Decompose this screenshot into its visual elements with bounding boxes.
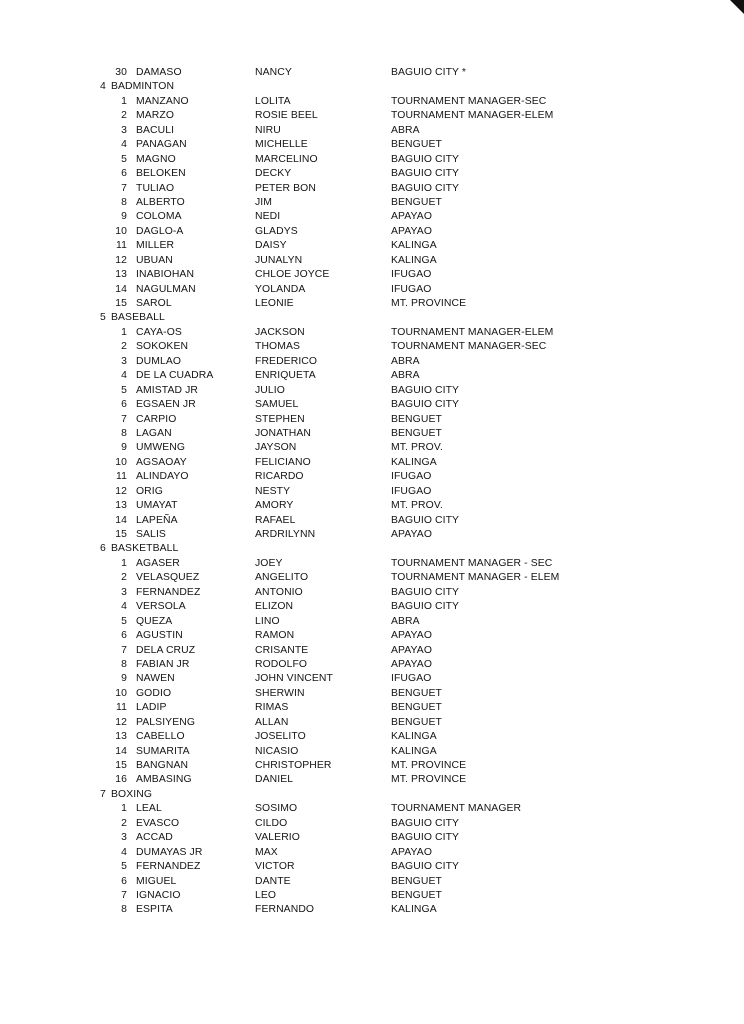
last-name: DUMLAO <box>136 355 182 367</box>
last-name: VELASQUEZ <box>136 572 200 584</box>
last-name: BELOKEN <box>136 168 186 180</box>
first-name: SOSIMO <box>255 803 298 815</box>
last-name: NAWEN <box>136 673 175 685</box>
assignment: KALINGA <box>391 456 437 468</box>
roster-row <box>100 687 620 701</box>
first-name: AMORY <box>255 500 294 512</box>
last-name: SOKOKEN <box>136 341 189 353</box>
last-name: PANAGAN <box>136 139 187 151</box>
row-number: 15 <box>115 298 127 309</box>
assignment: BENGUET <box>391 875 442 887</box>
row-number: 15 <box>115 529 127 540</box>
assignment: KALINGA <box>391 731 437 743</box>
last-name: ESPITA <box>136 904 173 916</box>
roster-row <box>100 196 620 210</box>
row-number: 13 <box>115 500 127 512</box>
section-header <box>100 311 620 325</box>
first-name: JUNALYN <box>255 254 303 266</box>
assignment: APAYAO <box>391 846 433 858</box>
first-name: JIM <box>255 196 273 208</box>
roster-row <box>100 745 620 759</box>
roster-row <box>100 254 620 268</box>
last-name: DE LA CUADRA <box>136 370 214 382</box>
first-name: RODOLFO <box>255 658 308 670</box>
first-name: RIMAS <box>255 702 289 714</box>
first-name: CHLOE JOYCE <box>255 269 330 281</box>
last-name: NAGULMAN <box>136 283 196 295</box>
assignment: IFUGAO <box>391 485 432 497</box>
assignment: IFUGAO <box>391 283 432 295</box>
roster-row <box>100 571 620 585</box>
last-name: SALIS <box>136 529 166 540</box>
row-number: 16 <box>115 774 127 786</box>
row-number: 8 <box>121 196 127 208</box>
assignment: MT. PROVINCE <box>391 298 467 309</box>
first-name: STEPHEN <box>255 413 305 425</box>
first-name: CRISANTE <box>255 644 309 656</box>
last-name: UMWENG <box>136 442 186 454</box>
roster-row <box>100 672 620 686</box>
assignment: KALINGA <box>391 240 437 252</box>
row-number: 1 <box>121 557 127 569</box>
first-name: JOEY <box>255 557 283 569</box>
assignment: ABRA <box>391 124 420 136</box>
last-name: ALINDAYO <box>136 471 189 483</box>
row-number: 8 <box>121 658 127 670</box>
roster-row <box>100 441 620 455</box>
assignment: APAYAO <box>391 529 433 540</box>
roster-row <box>100 586 620 600</box>
last-name: AMISTAD JR <box>136 384 198 396</box>
assignment: BAGUIO CITY <box>391 586 460 598</box>
row-number: 30 <box>115 67 127 78</box>
roster-row <box>100 153 620 167</box>
first-name: YOLANDA <box>255 283 306 295</box>
first-name: JULIO <box>255 384 285 396</box>
first-name: CILDO <box>255 817 288 829</box>
assignment: TOURNAMENT MANAGER <box>391 803 522 815</box>
row-number: 15 <box>115 760 127 771</box>
roster-row <box>100 875 620 889</box>
section-number: 5 <box>100 312 106 324</box>
last-name: BACULI <box>136 124 175 136</box>
assignment: APAYAO <box>391 211 433 223</box>
roster-row <box>100 730 620 744</box>
row-number: 7 <box>121 889 127 901</box>
last-name: SAROL <box>136 298 172 309</box>
roster-row <box>100 831 620 845</box>
last-name: MIGUEL <box>136 875 177 887</box>
assignment: KALINGA <box>391 904 437 916</box>
roster-row <box>100 470 620 484</box>
roster-row-carryover <box>100 66 620 80</box>
last-name: EGSAEN JR <box>136 399 196 411</box>
roster-row <box>100 384 620 398</box>
row-number: 7 <box>121 413 127 425</box>
roster-row <box>100 340 620 354</box>
roster-row <box>100 759 620 773</box>
first-name: DAISY <box>255 240 287 252</box>
assignment: MT. PROV. <box>391 500 443 512</box>
roster-row <box>100 846 620 860</box>
row-number: 3 <box>121 355 127 367</box>
row-number: 13 <box>115 269 127 281</box>
section-title: BOXING <box>111 788 153 800</box>
last-name: CAYA-OS <box>136 326 182 338</box>
assignment: BAGUIO CITY <box>391 153 460 165</box>
assignment: BENGUET <box>391 413 442 425</box>
roster-row <box>100 167 620 181</box>
assignment: TOURNAMENT MANAGER - SEC <box>391 557 553 569</box>
assignment: TOURNAMENT MANAGER-ELEM <box>391 326 554 338</box>
last-name: SUMARITA <box>136 745 190 757</box>
roster-row <box>100 485 620 499</box>
assignment: MT. PROV. <box>391 442 443 454</box>
assignment: IFUGAO <box>391 673 432 685</box>
roster-row <box>100 615 620 629</box>
section-number: 6 <box>100 543 106 555</box>
assignment: APAYAO <box>391 630 433 642</box>
assignment: BAGUIO CITY <box>391 601 460 613</box>
assignment: BENGUET <box>391 702 442 714</box>
section-number: 4 <box>100 81 106 93</box>
roster-row <box>100 701 620 715</box>
roster-row <box>100 903 620 917</box>
first-name: DECKY <box>255 168 292 180</box>
section-number: 7 <box>100 788 106 800</box>
row-number: 12 <box>115 716 127 728</box>
row-number: 14 <box>115 283 127 295</box>
roster-row <box>100 889 620 903</box>
last-name: AMBASING <box>136 774 192 786</box>
first-name: RAMON <box>255 630 295 642</box>
roster-row <box>100 658 620 672</box>
assignment: KALINGA <box>391 254 437 266</box>
assignment: BAGUIO CITY <box>391 399 460 411</box>
first-name: VICTOR <box>255 861 295 873</box>
section-header <box>100 80 620 94</box>
row-number: 11 <box>116 471 127 483</box>
first-name: DANIEL <box>255 774 294 786</box>
assignment: ABRA <box>391 370 420 382</box>
roster-row <box>100 427 620 441</box>
roster-row <box>100 817 620 831</box>
row-number: 4 <box>121 601 127 613</box>
last-name: GODIO <box>136 687 172 699</box>
first-name: DANTE <box>255 875 291 887</box>
last-name: DELA CRUZ <box>136 644 196 656</box>
assignment: ABRA <box>391 355 420 367</box>
row-number: 1 <box>121 95 127 107</box>
first-name: VALERIO <box>255 832 300 844</box>
roster-row <box>100 283 620 297</box>
roster-row <box>100 369 620 383</box>
assignment: TOURNAMENT MANAGER-SEC <box>391 95 547 107</box>
last-name: MAGNO <box>136 153 176 165</box>
last-name: ACCAD <box>136 832 173 844</box>
row-number: 10 <box>115 225 127 237</box>
first-name: NESTY <box>255 485 291 497</box>
roster-row <box>100 557 620 571</box>
first-name: ANTONIO <box>255 586 303 598</box>
last-name: IGNACIO <box>136 889 181 901</box>
last-name: VERSOLA <box>136 601 186 613</box>
last-name: MILLER <box>136 240 175 252</box>
row-number: 9 <box>121 211 127 223</box>
assignment: BAGUIO CITY <box>391 168 460 180</box>
first-name: RICARDO <box>255 471 304 483</box>
last-name: DAMASO <box>136 67 182 78</box>
section-header <box>100 542 620 556</box>
row-number: 7 <box>121 644 127 656</box>
first-name: ANGELITO <box>255 572 309 584</box>
last-name: LAGAN <box>136 427 172 439</box>
row-number: 1 <box>121 326 127 338</box>
assignment: IFUGAO <box>391 269 432 281</box>
scan-corner-mark <box>730 0 744 14</box>
row-number: 5 <box>121 384 127 396</box>
row-number: 4 <box>121 846 127 858</box>
first-name: NICASIO <box>255 745 299 757</box>
roster-row <box>100 268 620 282</box>
last-name: ORIG <box>136 485 163 497</box>
row-number: 3 <box>121 586 127 598</box>
last-name: ALBERTO <box>136 196 185 208</box>
first-name: RAFAEL <box>255 514 296 526</box>
row-number: 11 <box>116 240 127 252</box>
first-name: MAX <box>255 846 278 858</box>
row-number: 4 <box>121 139 127 151</box>
row-number: 6 <box>121 875 127 887</box>
last-name: AGSAOAY <box>136 456 187 468</box>
section-title: BASKETBALL <box>111 543 179 555</box>
assignment: BAGUIO CITY <box>391 817 460 829</box>
roster-row <box>100 514 620 528</box>
roster-row <box>100 225 620 239</box>
first-name: JACKSON <box>255 326 305 338</box>
first-name: FELICIANO <box>255 456 311 468</box>
assignment: BENGUET <box>391 687 442 699</box>
last-name: LEAL <box>136 803 162 815</box>
roster-row <box>100 124 620 138</box>
last-name: COLOMA <box>136 211 182 223</box>
roster-row <box>100 528 620 542</box>
assignment: BENGUET <box>391 196 442 208</box>
first-name: LOLITA <box>255 95 291 107</box>
assignment: BAGUIO CITY <box>391 384 460 396</box>
roster-row <box>100 773 620 787</box>
roster-row <box>100 499 620 513</box>
row-number: 2 <box>121 572 127 584</box>
first-name: JOHN VINCENT <box>255 673 333 685</box>
assignment: BAGUIO CITY <box>391 514 460 526</box>
row-number: 11 <box>116 702 127 714</box>
last-name: INABIOHAN <box>136 269 195 281</box>
first-name: CHRISTOPHER <box>255 760 332 771</box>
first-name: LEO <box>255 889 277 901</box>
row-number: 5 <box>121 861 127 873</box>
last-name: MANZANO <box>136 95 189 107</box>
assignment: APAYAO <box>391 644 433 656</box>
last-name: FERNANDEZ <box>136 861 201 873</box>
assignment: BAGUIO CITY <box>391 861 460 873</box>
last-name: AGASER <box>136 557 180 569</box>
last-name: EVASCO <box>136 817 180 829</box>
roster-row <box>100 297 620 311</box>
row-number: 4 <box>121 370 127 382</box>
first-name: GLADYS <box>255 225 298 237</box>
row-number: 10 <box>115 687 127 699</box>
roster-row <box>100 629 620 643</box>
last-name: CABELLO <box>136 731 185 743</box>
last-name: BANGNAN <box>136 760 189 771</box>
assignment: APAYAO <box>391 225 433 237</box>
roster-row <box>100 413 620 427</box>
first-name: ELIZON <box>255 601 294 613</box>
last-name: TULIAO <box>136 182 175 194</box>
last-name: FERNANDEZ <box>136 586 201 598</box>
row-number: 7 <box>121 182 127 194</box>
last-name: CARPIO <box>136 413 177 425</box>
row-number: 13 <box>115 731 127 743</box>
row-number: 12 <box>115 485 127 497</box>
first-name: THOMAS <box>255 341 301 353</box>
row-number: 2 <box>121 110 127 122</box>
first-name: NEDI <box>255 211 281 223</box>
roster-row <box>100 860 620 874</box>
last-name: QUEZA <box>136 615 173 627</box>
section-header <box>100 788 620 802</box>
first-name: SAMUEL <box>255 399 299 411</box>
row-number: 12 <box>115 254 127 266</box>
row-number: 3 <box>121 832 127 844</box>
section-title: BADMINTON <box>111 81 175 93</box>
assignment: BAGUIO CITY <box>391 832 460 844</box>
last-name: LADIP <box>136 702 167 714</box>
first-name: ENRIQUETA <box>255 370 316 382</box>
roster-row <box>100 355 620 369</box>
first-name: NANCY <box>255 67 292 78</box>
row-number: 14 <box>115 514 127 526</box>
roster-row <box>100 210 620 224</box>
first-name: MARCELINO <box>255 153 318 165</box>
row-number: 6 <box>121 399 127 411</box>
assignment: BAGUIO CITY * <box>391 67 467 78</box>
assignment: BENGUET <box>391 427 442 439</box>
row-number: 14 <box>115 745 127 757</box>
first-name: LEONIE <box>255 298 294 309</box>
assignment: BAGUIO CITY <box>391 182 460 194</box>
first-name: MICHELLE <box>255 139 308 151</box>
last-name: MARZO <box>136 110 175 122</box>
last-name: UMAYAT <box>136 500 178 512</box>
assignment: MT. PROVINCE <box>391 760 467 771</box>
row-number: 10 <box>115 456 127 468</box>
assignment: TOURNAMENT MANAGER - ELEM <box>391 572 560 584</box>
first-name: JONATHAN <box>255 427 312 439</box>
roster-row <box>100 398 620 412</box>
last-name: DAGLO-A <box>136 225 184 237</box>
last-name: DUMAYAS JR <box>136 846 203 858</box>
row-number: 6 <box>121 630 127 642</box>
assignment: ABRA <box>391 615 420 627</box>
section-title: BASEBALL <box>111 312 165 324</box>
assignment: BENGUET <box>391 716 442 728</box>
roster-row <box>100 95 620 109</box>
roster-row <box>100 182 620 196</box>
first-name: FREDERICO <box>255 355 318 367</box>
roster-row <box>100 600 620 614</box>
roster-row <box>100 109 620 123</box>
roster-row <box>100 138 620 152</box>
row-number: 8 <box>121 427 127 439</box>
row-number: 6 <box>121 168 127 180</box>
last-name: AGUSTIN <box>136 630 183 642</box>
first-name: LINO <box>255 615 280 627</box>
last-name: FABIAN JR <box>136 658 190 670</box>
row-number: 2 <box>121 817 127 829</box>
first-name: ALLAN <box>255 716 289 728</box>
assignment: BENGUET <box>391 889 442 901</box>
roster-row <box>100 239 620 253</box>
roster-list <box>100 66 620 918</box>
first-name: SHERWIN <box>255 687 305 699</box>
roster-row <box>100 326 620 340</box>
assignment: TOURNAMENT MANAGER-ELEM <box>391 110 554 122</box>
first-name: JOSELITO <box>255 731 306 743</box>
first-name: NIRU <box>255 124 281 136</box>
first-name: FERNANDO <box>255 904 315 916</box>
row-number: 9 <box>121 673 127 685</box>
row-number: 9 <box>121 442 127 454</box>
first-name: ROSIE BEEL <box>255 110 318 122</box>
assignment: IFUGAO <box>391 471 432 483</box>
roster-row <box>100 644 620 658</box>
row-number: 2 <box>121 341 127 353</box>
assignment: BENGUET <box>391 139 442 151</box>
roster-row <box>100 716 620 730</box>
roster-row <box>100 456 620 470</box>
last-name: PALSIYENG <box>136 716 196 728</box>
first-name: ARDRILYNN <box>255 529 316 540</box>
assignment: APAYAO <box>391 658 433 670</box>
roster-row <box>100 802 620 816</box>
row-number: 3 <box>121 124 127 136</box>
last-name: UBUAN <box>136 254 173 266</box>
first-name: PETER BON <box>255 182 316 194</box>
row-number: 8 <box>121 904 127 916</box>
row-number: 5 <box>121 615 127 627</box>
row-number: 1 <box>121 803 127 815</box>
first-name: JAYSON <box>255 442 297 454</box>
row-number: 5 <box>121 153 127 165</box>
assignment: KALINGA <box>391 745 437 757</box>
last-name: LAPEÑA <box>136 514 178 526</box>
assignment: MT. PROVINCE <box>391 774 467 786</box>
assignment: TOURNAMENT MANAGER-SEC <box>391 341 547 353</box>
